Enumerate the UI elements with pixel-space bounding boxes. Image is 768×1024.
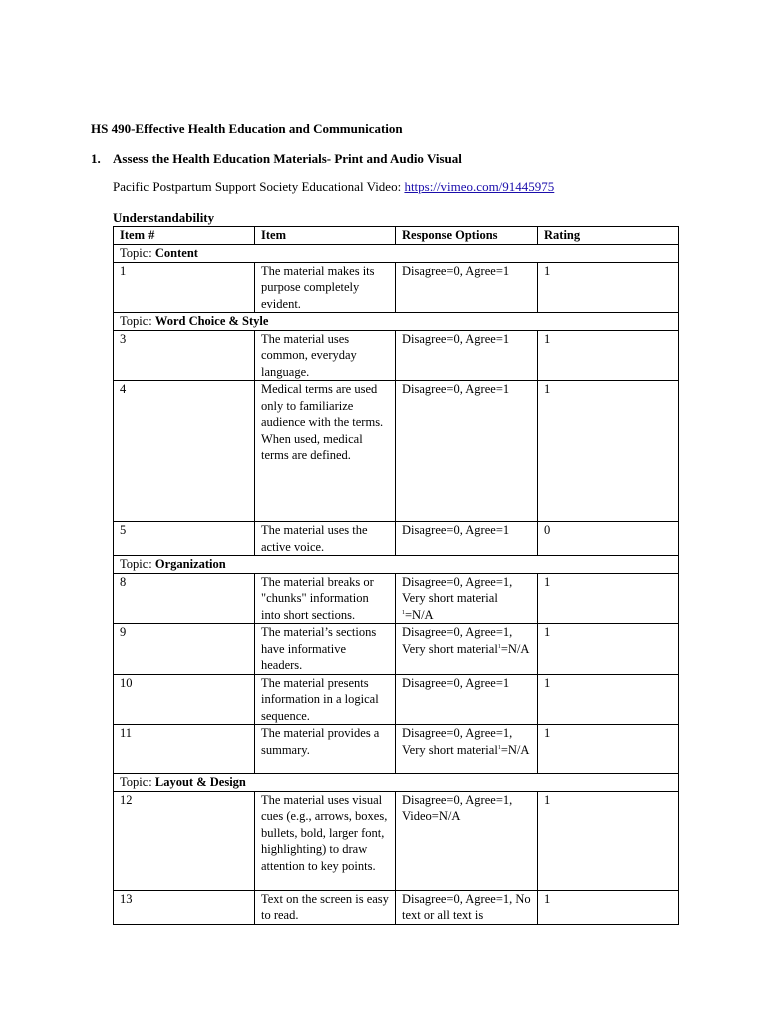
header-rating: Rating	[538, 227, 679, 245]
topic-prefix: Topic:	[120, 314, 155, 328]
understandability-heading: Understandability	[113, 210, 215, 225]
item-number: 12	[114, 791, 255, 890]
header-item: Item	[255, 227, 396, 245]
item-text: The material makes its purpose completely evident.	[255, 262, 396, 313]
rating-value: 1	[538, 624, 679, 675]
response-text-na: =N/A	[405, 607, 434, 622]
response-options: Disagree=0, Agree=1	[396, 381, 538, 522]
topic-name: Layout & Design	[154, 775, 246, 789]
item-text: The material’s sections have informative headers.	[255, 624, 396, 675]
item-text: The material uses visual cues (e.g., arrows, boxes, bullets, bold, larger font, highlighting) to draw attention to key points.	[255, 791, 396, 890]
rating-value: 1	[538, 791, 679, 890]
rating-value: 1	[538, 725, 679, 774]
table-row	[114, 791, 679, 890]
response-options: Disagree=0, Agree=1	[396, 330, 538, 381]
item-text: The material uses common, everyday language.	[255, 330, 396, 381]
table-row	[114, 624, 679, 675]
topic-cell	[114, 556, 679, 574]
table-row	[114, 725, 679, 774]
response-text-na: =N/A	[500, 742, 530, 757]
source-label: Pacific Postpartum Support Society Educational Video:	[113, 179, 405, 194]
topic-name: Word Choice & Style	[154, 314, 269, 328]
header-item-number: Item #	[114, 227, 255, 245]
response-text-na: =N/A	[500, 641, 530, 656]
item-number: 11	[114, 725, 255, 774]
item-number: 8	[114, 573, 255, 624]
item-number: 13	[114, 890, 255, 924]
table-row	[114, 522, 679, 556]
response-options: Disagree=0, Agree=1	[396, 522, 538, 556]
rating-value: 1	[538, 381, 679, 522]
response-options	[396, 624, 538, 675]
footnote-marker: 1	[402, 609, 405, 616]
response-options	[396, 573, 538, 624]
topic-prefix: Topic:	[120, 775, 155, 789]
response-text: Disagree=0, Agree=1, Very short material	[402, 625, 513, 656]
table-row	[114, 381, 679, 522]
section-number: 1.	[91, 151, 101, 166]
topic-prefix: Topic:	[120, 557, 155, 571]
topic-cell	[114, 245, 679, 263]
table-row	[114, 330, 679, 381]
topic-name: Organization	[154, 557, 226, 571]
item-number: 9	[114, 624, 255, 675]
item-text: Medical terms are used only to familiarize audience with the terms. When used, medical terms are defined.	[255, 381, 396, 522]
topic-prefix: Topic:	[120, 246, 155, 260]
item-number: 3	[114, 330, 255, 381]
header-response-options: Response Options	[396, 227, 538, 245]
topic-name: Content	[154, 246, 198, 260]
footnote-marker: 1	[497, 744, 501, 751]
section-heading-text: Assess the Health Education Materials- Print and Audio Visual	[113, 151, 462, 166]
response-options: Disagree=0, Agree=1	[396, 674, 538, 725]
item-number: 1	[114, 262, 255, 313]
rating-value: 1	[538, 674, 679, 725]
table-row	[114, 573, 679, 624]
response-options: Disagree=0, Agree=1, No text or all text is	[396, 890, 538, 924]
table-header-row	[114, 227, 679, 245]
response-options	[396, 725, 538, 774]
rating-value: 1	[538, 262, 679, 313]
response-text: Disagree=0, Agree=1, Very short material	[402, 574, 513, 605]
response-text: Disagree=0, Agree=1, Very short material	[402, 726, 513, 757]
item-number: 4	[114, 381, 255, 522]
item-text: Text on the screen is easy to read.	[255, 890, 396, 924]
table-row	[114, 674, 679, 725]
section-heading	[91, 151, 462, 167]
item-text: The material breaks or "chunks" information into short sections.	[255, 573, 396, 624]
rating-value: 0	[538, 522, 679, 556]
topic-row-word-choice	[114, 313, 679, 331]
source-line	[113, 179, 554, 195]
item-text: The material provides a summary.	[255, 725, 396, 774]
item-number: 10	[114, 674, 255, 725]
item-text: The material presents information in a logical sequence.	[255, 674, 396, 725]
topic-row-content	[114, 245, 679, 263]
video-link[interactable]: https://vimeo.com/91445975	[404, 179, 555, 194]
topic-cell	[114, 313, 679, 331]
assessment-table	[113, 226, 679, 925]
footnote-marker: 1	[497, 643, 501, 650]
topic-cell	[114, 774, 679, 792]
item-number: 5	[114, 522, 255, 556]
item-text: The material uses the active voice.	[255, 522, 396, 556]
table-row	[114, 262, 679, 313]
rating-value: 1	[538, 573, 679, 624]
rating-value: 1	[538, 890, 679, 924]
table-row	[114, 890, 679, 924]
topic-row-layout	[114, 774, 679, 792]
response-options: Disagree=0, Agree=1, Video=N/A	[396, 791, 538, 890]
rating-value: 1	[538, 330, 679, 381]
topic-row-organization	[114, 556, 679, 574]
course-title: HS 490-Effective Health Education and Communication	[91, 121, 403, 136]
response-options: Disagree=0, Agree=1	[396, 262, 538, 313]
